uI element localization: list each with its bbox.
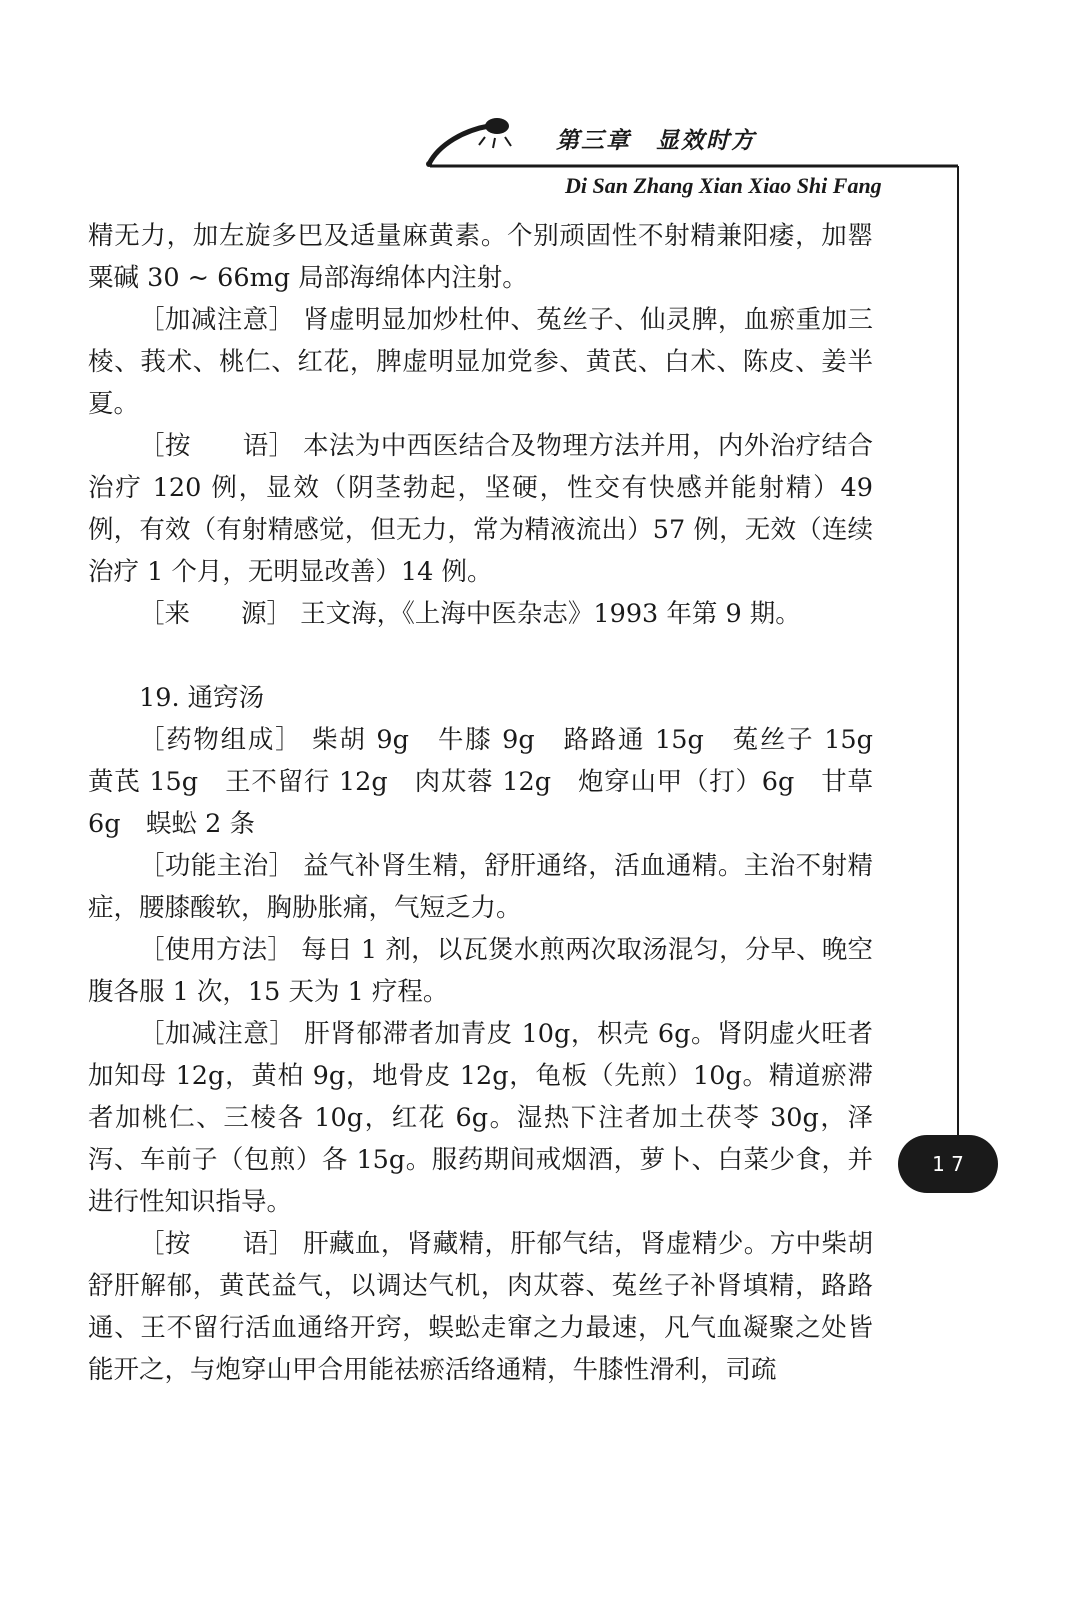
section-heading: 19. 通窍汤 — [139, 683, 265, 713]
paragraph-text: 益气补肾生精，舒肝通络，活血通精。主治不射精症，腰膝酸软，胸胁胀痛，气短乏力。 — [88, 851, 873, 923]
paragraph-modification — [88, 299, 873, 425]
paragraph-text: 肝肾郁滞者加青皮 10g，枳壳 6g。肾阴虚火旺者加知母 12g，黄柏 9g，地骨皮 12g，龟板（先煎）10g。精道瘀滞者加桃仁、三棱各 10g，红花 6g。湿热下注者加土茯苓 30g，泽泻、车前子（包煎）各 15g。服药期间戒烟酒，萝卜、白菜少食，并进行性知识指导。 — [88, 1019, 873, 1217]
paragraph: 精无力，加左旋多巴及适量麻黄素。个别顽固性不射精兼阳痿，加罂粟碱 30 ~ 66mg 局部海绵体内注射。 — [88, 221, 873, 293]
paragraph-usage — [88, 929, 873, 1013]
paragraph-text: 王文海，《上海中医杂志》1993 年第 9 期。 — [292, 599, 801, 629]
paragraph-ingredients — [88, 719, 899, 845]
chapter-pinyin: Di San Zhang Xian Xiao Shi Fang — [565, 173, 882, 198]
paragraph-text: 柴胡 9g 牛膝 9g 路路通 15g 菟丝子 15g 黄芪 15g 王不留行 12g 肉苁蓉 12g 炮穿山甲（打）6g 甘草 6g 蜈蚣 2 条 — [88, 725, 899, 839]
section-tag: ［加减注意］ — [139, 1019, 296, 1049]
section-tag: ［按 语］ — [139, 1229, 295, 1259]
paragraph-commentary — [88, 425, 873, 593]
paragraph-indications — [88, 845, 873, 929]
section-tag: ［药物组成］ — [139, 725, 303, 755]
paragraph-source — [88, 593, 873, 635]
chapter-title: 第三章 显效时方 — [556, 128, 756, 154]
paragraph-text: 本法为中西医结合及物理方法并用，内外治疗结合治疗 120 例，显效（阴茎勃起，坚硬，性交有快感并能射精）49 例，有效（有射精感觉，但无力，常为精液流出）57 例，无效（连续治疗 1 个月，无明显改善）14 例。 — [88, 431, 873, 587]
section-tag: ［使用方法］ — [139, 935, 294, 965]
paragraph-text: 每日 1 剂，以瓦煲水煎两次取汤混匀，分早、晚空腹各服 1 次，15 天为 1 疗程。 — [88, 935, 873, 1007]
paragraph-commentary — [88, 1223, 873, 1391]
page-number-tab: 1 7 — [898, 1135, 998, 1193]
paragraph-text: 肝藏血，肾藏精，肝郁气结，肾虚精少。方中柴胡舒肝解郁，黄芪益气，以调达气机，肉苁蓉、菟丝子补肾填精，路路通、王不留行活血通络开窍，蜈蚣走窜之力最速，凡气血凝聚之处皆能开之，与炮穿山甲合用能祛瘀活络通精，牛膝性滑利，司疏 — [88, 1229, 873, 1385]
section-tag: ［按 语］ — [139, 431, 295, 461]
paragraph-modification — [88, 1013, 873, 1223]
section-tag: ［功能主治］ — [139, 851, 295, 881]
paragraph-text: 肾虚明显加炒杜仲、菟丝子、仙灵脾，血瘀重加三棱、莪术、桃仁、红花，脾虚明显加党参、黄芪、白术、陈皮、姜半夏。 — [88, 305, 873, 419]
header-lamp-ornament — [425, 112, 535, 172]
section-tag: ［来 源］ — [139, 599, 293, 629]
section-tag: ［加减注意］ — [139, 305, 295, 335]
body-text — [88, 215, 899, 1391]
